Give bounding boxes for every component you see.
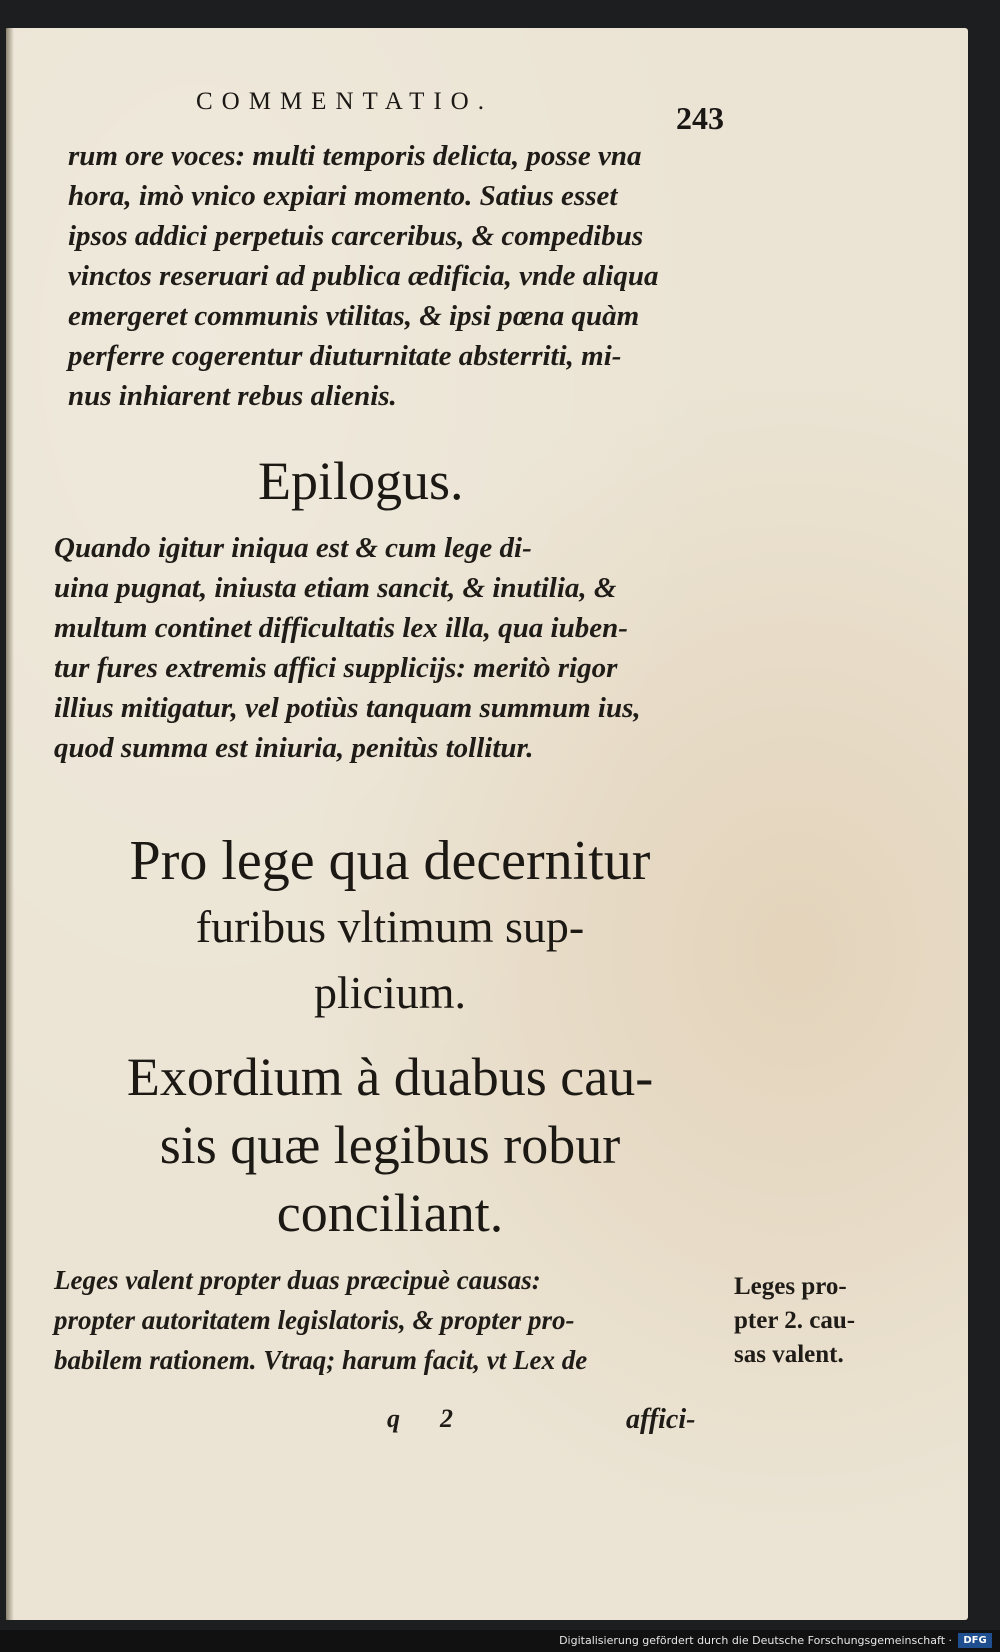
text-line: multum continet difficultatis lex illa, qua iuben- [54, 612, 628, 644]
note-line: Leges pro- [734, 1273, 847, 1300]
catchword: affici- [626, 1404, 696, 1435]
heading-line: furibus vltimum sup- [195, 901, 585, 952]
running-title: COMMENTATIO. [196, 88, 493, 115]
text-line: emergeret communis vtilitas, & ipsi pœna quàm [68, 300, 640, 332]
heading-line: sis quæ legibus robur [159, 1115, 621, 1175]
heading-line: conciliant. [276, 1183, 504, 1243]
text-line: vinctos reseruari ad publica ædificia, vnde aliqua [68, 260, 659, 292]
page-number: 243 [676, 100, 724, 136]
text-line: nus inhiarent rebus alienis. [68, 380, 397, 412]
text-line: tur fures extremis affici supplicijs: meritò rigor [54, 652, 618, 684]
heading-line: Exordium à duabus cau- [126, 1047, 654, 1107]
heading-line: plicium. [313, 967, 467, 1018]
paragraph-1 [68, 136, 658, 416]
page-gutter-shadow [6, 28, 14, 1620]
note-line: pter 2. cau- [734, 1307, 856, 1334]
text-line: hora, imò vnico expiari momento. Satius esset [68, 180, 618, 212]
text-line: illius mitigatur, vel potiùs tanquam summum ius, [54, 692, 641, 724]
heading-epilogus: Epilogus. [258, 451, 464, 511]
text-line: perferre cogerentur diuturnitate absterriti, mi- [68, 340, 622, 372]
text-line: ipsos addici perpetuis carceribus, & compedibus [68, 220, 644, 252]
text-line: propter autoritatem legislatoris, & propter pro- [54, 1305, 575, 1335]
signature-mark-number: 2 [440, 1404, 453, 1433]
dfg-logo-icon: DFG [958, 1633, 992, 1648]
text-line: Leges valent propter duas præcipuè causas: [54, 1265, 541, 1295]
heading-line: Pro lege qua decernitur [129, 830, 651, 892]
heading-exordium [40, 1043, 740, 1247]
text-line: uina pugnat, iniusta etiam sancit, & inutilia, & [54, 572, 617, 604]
marginal-note [734, 1270, 855, 1372]
heading-pro-lege [40, 828, 740, 1026]
text-line: quod summa est iniuria, penitùs tollitur. [54, 732, 534, 764]
note-line: sas valent. [734, 1341, 844, 1368]
text-line: babilem rationem. Vtraq; harum facit, vt Lex de [54, 1345, 588, 1375]
text-line: Quando igitur iniqua est & cum lege di- [54, 532, 532, 564]
funding-credit: Digitalisierung gefördert durch die Deutsche Forschungsgemeinschaft · [559, 1634, 952, 1647]
paragraph-2 [54, 528, 641, 768]
text-line: rum ore voces: multi temporis delicta, posse vna [68, 140, 642, 172]
signature-mark-letter: q [387, 1404, 400, 1433]
paragraph-3 [54, 1260, 587, 1380]
